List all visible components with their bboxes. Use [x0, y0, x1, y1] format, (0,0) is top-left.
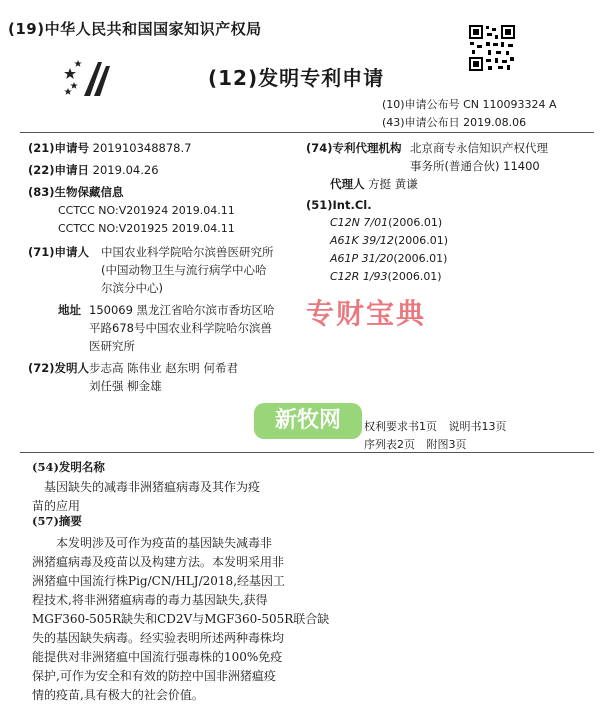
abstract-line: 失的基因缺失病毒。经实验表明所述两种毒株均 — [32, 631, 285, 645]
red-stamp-watermark: 专财宝典 — [306, 297, 427, 330]
int-cl-item — [330, 216, 442, 229]
document-title: (12)发明专利申请 — [208, 66, 385, 90]
abstract-line: 洲猪瘟中国流行株Pig/CN/HLJ/2018,经基因工 — [32, 574, 286, 588]
publication-date — [382, 114, 526, 130]
agency-line-1: 北京商专永信知识产权代理 — [410, 141, 548, 155]
inventor-label: (72)发明人 — [28, 361, 90, 375]
abstract-line: 程技术,将非洲猪瘟病毒的毒力基因缺失,获得 — [32, 593, 268, 607]
agent — [330, 176, 418, 192]
publication-number-value: CN 110093324 A — [463, 98, 557, 111]
agent-label: 代理人 — [330, 177, 365, 191]
application-date-value: 2019.04.26 — [92, 163, 159, 177]
int-cl-version: (2006.01) — [393, 234, 449, 247]
application-date — [28, 162, 159, 178]
int-cl-item — [330, 270, 442, 283]
applicant-line-1: 中国农业科学院哈尔滨兽医研究所 — [101, 245, 274, 259]
address-line-1: 150069 黑龙江省哈尔滨市香坊区哈 — [89, 303, 275, 317]
figure-pages: 附图3页 — [426, 438, 467, 451]
patent-office-name: (19)中华人民共和国国家知识产权局 — [8, 20, 262, 38]
int-cl-version: (2006.01) — [388, 216, 443, 229]
biological-deposit-label: (83)生物保藏信息 — [28, 185, 124, 199]
claims-pages: 权利要求书1页 — [364, 420, 437, 433]
int-cl-version: (2006.01) — [387, 270, 442, 283]
header-divider — [20, 132, 594, 133]
int-cl-item — [330, 252, 447, 265]
abstract-line: 情的疫苗,具有极大的社会价值。 — [32, 688, 204, 702]
publication-date-label: (43)申请公布日 — [382, 116, 460, 129]
int-cl-code: C12N 7/01 — [330, 216, 389, 229]
page-stats-row-2 — [364, 436, 467, 452]
publication-date-value: 2019.08.06 — [463, 116, 527, 129]
abstract-label: (57)摘要 — [32, 514, 82, 528]
qr-code-icon — [468, 24, 516, 72]
applicant-label: (71)申请人 — [28, 245, 90, 259]
sequence-pages: 序列表2页 — [364, 438, 415, 451]
invention-name-label: (54)发明名称 — [32, 460, 105, 474]
int-cl-label: (51)Int.Cl. — [306, 198, 372, 212]
page-stats-row-1 — [364, 418, 507, 434]
applicant-line-3: 尔滨分中心) — [101, 281, 163, 295]
agent-names: 方挺 黄谦 — [368, 177, 418, 191]
publication-number-label: (10)申请公布号 — [382, 98, 460, 111]
inventors-line-2: 刘任强 柳金雄 — [89, 379, 162, 393]
abstract-line: 洲猪瘟病毒及疫苗以及构建方法。本发明采用非 — [32, 555, 285, 569]
abstract-line: 能提供对非洲猪瘟中国流行强毒株的100%免疫 — [32, 650, 283, 664]
publication-number — [382, 96, 557, 112]
applicant-line-2: (中国动物卫生与流行病学中心哈 — [101, 263, 267, 277]
invention-name-line-1: 基因缺失的减毒非洲猪瘟病毒及其作为疫 — [44, 480, 261, 494]
inventors-line-1: 步志高 陈伟业 赵东明 何希君 — [89, 361, 238, 375]
invention-name-line-2: 苗的应用 — [32, 499, 81, 513]
int-cl-code: A61K 39/12 — [330, 234, 394, 247]
application-number-value: 201910348878.7 — [92, 141, 192, 155]
address-label: 地址 — [58, 303, 81, 317]
section-divider — [20, 452, 594, 453]
spec-pages: 说明书13页 — [448, 420, 507, 433]
application-number-label: (21)申请号 — [28, 141, 90, 155]
abstract-line: 本发明涉及可作为疫苗的基因缺失减毒非 — [56, 536, 273, 550]
patent-office-logo-icon — [64, 56, 124, 100]
address-line-2: 平路678号中国农业科学院哈尔滨兽 — [89, 321, 272, 335]
agency-label: (74)专利代理机构 — [306, 141, 402, 155]
green-logo-watermark: 新牧网 — [254, 403, 362, 439]
abstract-line: 保护,可作为安全和有效的防控中国非洲猪瘟疫 — [32, 669, 276, 683]
biological-deposit-1: CCTCC NO:V201924 2019.04.11 — [58, 204, 235, 217]
application-number — [28, 140, 191, 156]
int-cl-code: A61P 31/20 — [330, 252, 394, 265]
agency-line-2: 事务所(普通合伙) 11400 — [410, 159, 540, 173]
int-cl-code: C12R 1/93 — [330, 270, 388, 283]
address-line-3: 医研究所 — [89, 339, 135, 353]
int-cl-version: (2006.01) — [393, 252, 448, 265]
biological-deposit-2: CCTCC NO:V201925 2019.04.11 — [58, 222, 235, 235]
application-date-label: (22)申请日 — [28, 163, 90, 177]
abstract-line: MGF360-505R缺失和CD2V与MGF360-505R联合缺 — [32, 612, 330, 626]
int-cl-item — [330, 234, 448, 247]
